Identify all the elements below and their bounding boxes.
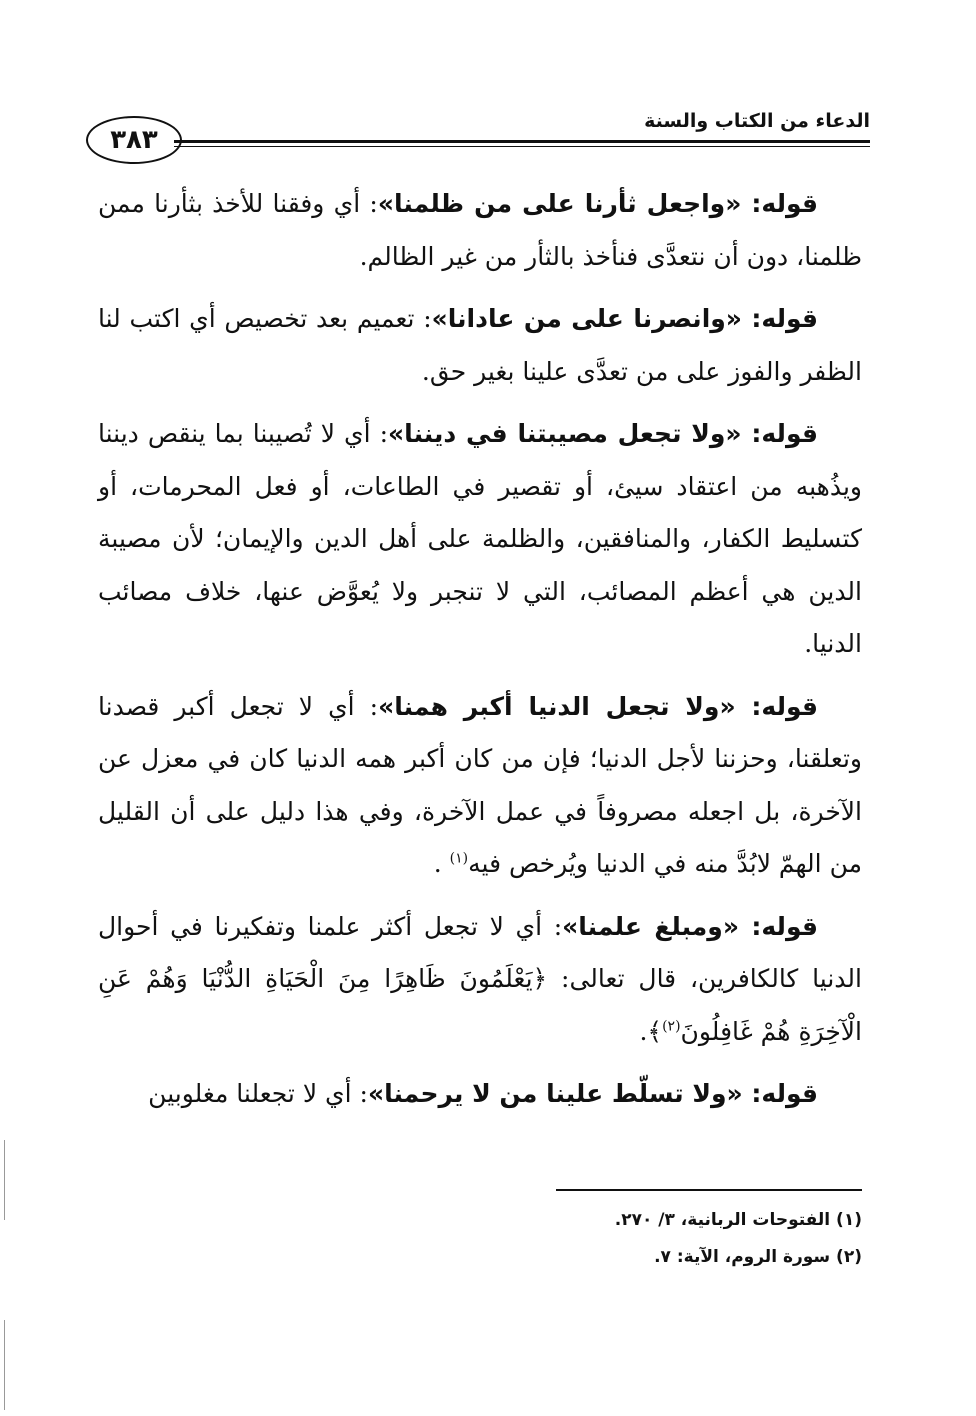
paragraph-lead: قوله:: [741, 419, 818, 448]
main-text: [98, 178, 862, 1131]
running-title: الدعاء من الكتاب والسنة: [644, 110, 870, 132]
paragraph-lead: قوله:: [741, 189, 819, 218]
scan-edge-mark: [4, 1140, 5, 1220]
paragraph-text: : أي لا تجعل أكثر علمنا وتفكيرنا في أحوال الدنيا كالكافرين، قال تعالى: ﴿يَعْلَمُونَ ظَاهِرًا مِنَ الْحَيَاةِ الدُّنْيَا وَهُمْ عَنِ الْآخِرَةِ هُمْ غَافِلُونَ: [98, 911, 862, 1046]
paragraph: [98, 408, 862, 671]
paragraph: [98, 681, 862, 891]
paragraph-lead: قوله:: [735, 691, 819, 721]
footnote: (١) الفتوحات الربانية، ٣/ ٢٧٠.: [614, 1210, 862, 1230]
paragraph-tail: .: [433, 849, 450, 878]
header-rule-thick: [174, 140, 870, 143]
hadith-quote: «ولا تسلّط علينا من لا يرحمنا»: [367, 1079, 743, 1108]
paragraph-lead: قوله:: [738, 911, 818, 941]
footnote-ref[interactable]: (١): [449, 850, 469, 867]
paragraph-lead: قوله:: [741, 304, 819, 333]
paragraph-tail: ﴾.: [639, 1016, 663, 1046]
paragraph: [98, 293, 862, 398]
paragraph: [98, 178, 862, 283]
hadith-quote: «ومبلغ علمنا»: [562, 911, 739, 941]
page-header: [86, 104, 870, 164]
paragraph: [98, 1068, 862, 1121]
paragraph-text: : أي لا تجعل أكبر قصدنا وتعلقنا، وحزننا لأجل الدنيا؛ فإن من كان أكبر همه الدنيا كان في معزل عن الآخرة، بل اجعله مصروفاً في عمل الآخرة، وفي هذا دليل على أن القليل من الهمّ لابُدَّ منه في الدنيا ويُرخص فيه: [98, 691, 862, 878]
paragraph-text: : أي وفقنا للأخذ بثأرنا ممن ظلمنا، دون أن نتعدَّى فنأخذ بالثأر من غير الظالم.: [98, 189, 862, 271]
footnote: (٢) سورة الروم، الآية: ٧.: [654, 1247, 862, 1267]
paragraph-text: : أي لا تجعلنا مغلوبين: [148, 1079, 368, 1108]
footnotes: [262, 1202, 862, 1276]
hadith-quote: «ولا تجعل الدنيا أكبر همنا»: [378, 691, 736, 721]
hadith-quote: «واجعل ثأرنا على من ظلمنا»: [377, 189, 742, 218]
footnote-ref[interactable]: (٢): [662, 1018, 681, 1035]
paragraph-lead: قوله:: [742, 1079, 818, 1108]
paragraph-text: : تعميم بعد تخصيص أي اكتب لنا الظفر والفوز على من تعدَّى علينا بغير حق.: [98, 304, 862, 386]
footnote-separator: [556, 1189, 862, 1191]
paragraph: [98, 901, 862, 1059]
hadith-quote: «وانصرنا على من عادانا»: [431, 304, 742, 333]
paragraph-text: : أي لا تُصيبنا بما ينقص ديننا ويذُهبه من اعتقاد سيئ، أو تقصير في الطاعات، أو فعل المحرمات، أو كتسليط الكفار، والمنافقين، والظلمة على أهل الدين والإيمان؛ لأن مصيبة الدين هي أعظم المصائب، التي لا تنجبر ولا يُعوَّض عنها، خلاف مصائب الدنيا.: [98, 419, 862, 658]
hadith-quote: «ولا تجعل مصيبتنا في ديننا»: [388, 419, 742, 448]
header-rule-thin: [174, 146, 870, 147]
scan-edge-mark: [4, 1320, 5, 1410]
page-number: ٣٨٣: [86, 116, 182, 164]
